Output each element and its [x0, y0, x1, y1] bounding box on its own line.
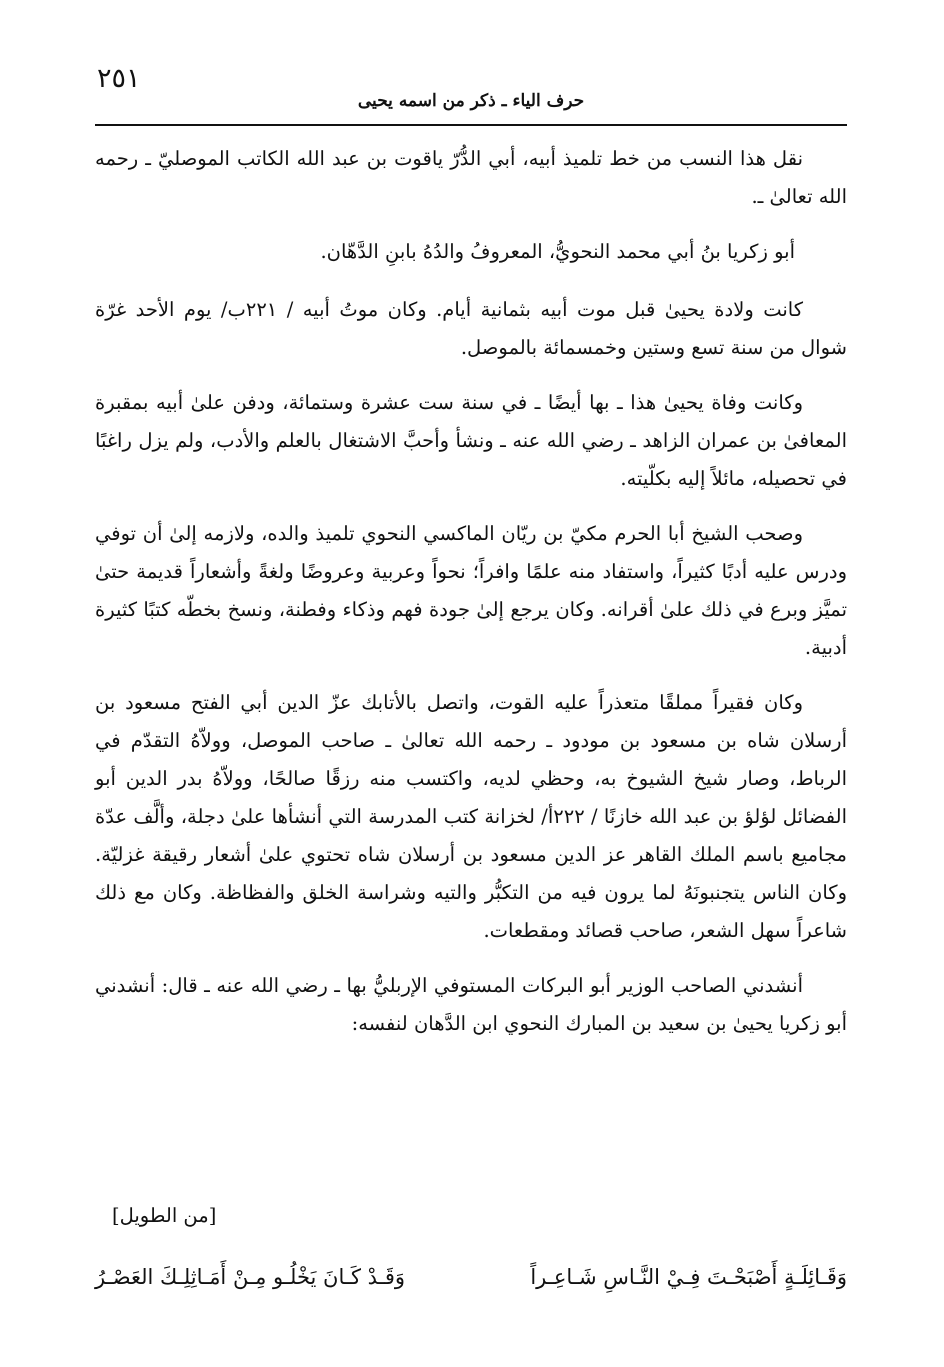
paragraph-name-heading: أبو زكريا بنُ أبي محمد النحويُّ، المعروفُ والدُهُ بابنِ الدَّهّان.	[320, 240, 795, 263]
paragraph-teacher: وصحب الشيخ أبا الحرم مكيّ بن ريّان الماكسي النحوي تلميذ والده، ولازمه إلىٰ أن توفي ودرس عليه أدبًا كثيراً، واستفاد منه علمًا وافراً؛ نحواً وعربية وعروضًا ولغةً وأشعاراً قديمة حتىٰ تميَّز وبرع في ذلك علىٰ أقرانه. وكان يرجع إلىٰ جودة فهم وذكاء وفطنة، ونسخ بخطّه كتبًا كثيرة أدبية.	[95, 522, 847, 659]
poem-verse	[95, 1253, 847, 1301]
running-title: حرف الياء ـ ذكر من اسمه يحيى	[357, 91, 585, 111]
page-header	[95, 60, 847, 126]
paragraph-birth: كانت ولادة يحيىٰ قبل موت أبيه بثمانية أيام. وكان موتُ أبيه / ٢٢١ب/ يوم الأحد غرّة شوال من سنة تسع وستين وخمسمائة بالموصل.	[95, 298, 847, 359]
verse-first-hemistich: وَقَـائِلَـةٍ أَصْبَحْـتَ فِـيْ النَّـاسِ شَـاعِـراً	[530, 1265, 847, 1289]
main-text	[95, 140, 847, 1060]
paragraph-career: وكان فقيراً مملقًا متعذراً عليه القوت، واتصل بالأتابك عزّ الدين أبي الفتح مسعود بن أرسلان شاه بن مسعود بن مودود ـ رحمه الله تعالىٰ ـ صاحب الموصل، وولاّهُ التقدّم في الرباط، وصار شيخ الشيوخ به، وحظي لديه، واكتسب منه رزقًا صالحًا، وولاّهُ بدر الدين أبو الفضائل لؤلؤ بن عبد الله خازنًا / ٢٢٢أ/ لخزانة كتب المدرسة التي أنشأها علىٰ دجلة، وألَّف عدّة مجاميع باسم الملك القاهر عز الدين مسعود بن أرسلان شاه تحتوي علىٰ أشعار رقيقة غزليّة. وكان الناس يتجنبونَهُ لما يرون فيه من التكبُّر والتيه وشراسة الخلق والفظاظة. وكان مع ذلك شاعراً سهل الشعر، صاحب قصائد ومقطعات.	[95, 691, 847, 942]
paragraph-lineage-source: نقل هذا النسب من خط تلميذ أبيه، أبي الدُّرّ ياقوت بن عبد الله الكاتب الموصليّ ـ رحمه الله تعالىٰ ـ.	[95, 147, 847, 208]
page-number: ٢٥١	[97, 63, 141, 94]
paragraph-recitation: أنشدني الصاحب الوزير أبو البركات المستوفي الإربليُّ بها ـ رضي الله عنه ـ قال: أنشدني أبو زكريا يحيىٰ بن سعيد بن المبارك النحوي ابن الدَّهان لنفسه:	[95, 974, 847, 1035]
poem-meter-label: [من الطويل]	[112, 1204, 217, 1227]
paragraph-death: وكانت وفاة يحيىٰ هذا ـ بها أيضًا ـ في سنة ست عشرة وستمائة، ودفن علىٰ أبيه بمقبرة المعافىٰ بن عمران الزاهد ـ رضي الله عنه ـ ونشأ وأحبَّ الاشتغال بالعلم والأدب، ولم يزل راغبًا في تحصيله، مائلاً إليه بكلّيته.	[95, 391, 847, 490]
verse-second-hemistich: وَقَـدْ كَـانَ يَخْلُـو مِـنْ أَمَـاثِلِـكَ العَصْـرُ	[95, 1265, 406, 1289]
